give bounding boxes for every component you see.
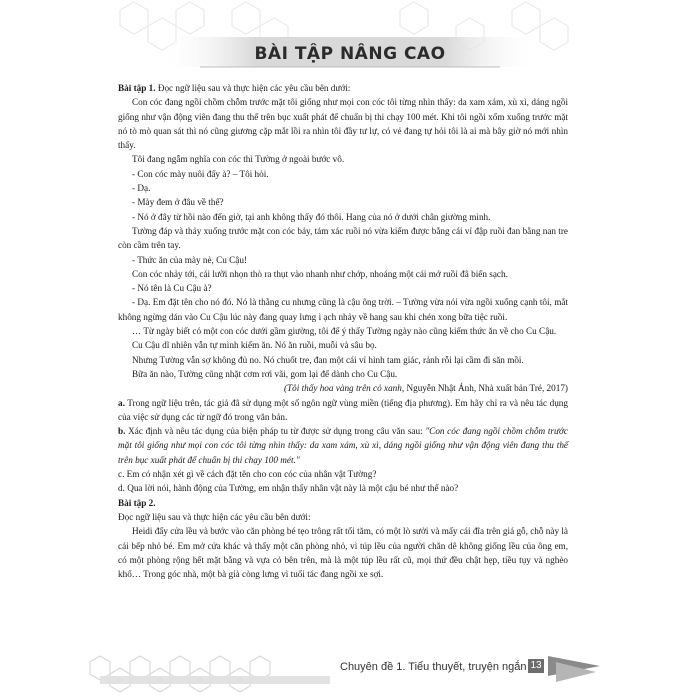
exercise-instruction: Đọc ngữ liệu sau và thực hiện các yêu cầu bên dưới: [155, 83, 351, 93]
exercise-label: Bài tập 1. [118, 83, 156, 93]
question-text: Trong ngữ liệu trên, tác giả đã sử dụng một số ngôn ngữ vùng miền (tiếng địa phương). Em hãy chỉ ra và nêu tác dụng của việc sử dụng các từ ngữ đó trong văn bản. [118, 397, 568, 422]
question-b [118, 424, 568, 467]
page-title: BÀI TẬP NÂNG CAO [254, 44, 446, 64]
dialogue-line: - Nó ở đây từ hồi nào đến giờ, tại anh không thấy đó thôi. Hang của nó ở dưới chân giường mình. [132, 211, 491, 222]
paragraph: Nhưng Tường vẫn sợ không đủ no. Nó chuốt tre, đan một cái vỉ hình tam giác, rảnh rỗi lại cầm đi săn mồi. [132, 354, 524, 365]
dialogue-line: - Con cóc mày nuôi đấy à? – Tôi hỏi. [132, 168, 269, 179]
question-a [118, 396, 568, 425]
paragraph: … Từ ngày biết có một con cóc dưới gầm giường, tôi để ý thấy Tường ngày nào cũng kiếm thức ăn về cho Cu Cậu. [132, 326, 557, 337]
exercise-2-heading: Bài tập 2. [118, 497, 156, 508]
source-details: , Nguyễn Nhật Ánh, Nhà xuất bản Trẻ, 2017) [401, 383, 568, 394]
dialogue-line: - Dạ. [132, 183, 151, 194]
dialogue-line: - Thức ăn của mày nè, Cu Cậu! [132, 254, 248, 265]
paragraph: Bữa ăn nào, Tường cũng nhặt cơm rơi vãi, gom lại để dành cho Cu Cậu. [132, 368, 398, 379]
source-citation [118, 381, 568, 395]
footer-decoration [0, 650, 700, 700]
page-number: 13 [528, 659, 544, 673]
paragraph: Con cóc nhảy tới, cái lưỡi nhọn thò ra thụt vào nhanh như chớp, nhoáng một cái mớ ruồi đã biến sạch. [132, 268, 508, 279]
paragraph: Tôi đang ngẫm nghĩa con cóc thì Tường ở ngoài bước vô. [132, 154, 345, 165]
question-text: Xác định và nêu tác dụng của biện pháp tu từ được sử dụng trong câu văn sau: [125, 426, 426, 437]
question-d: d. Qua lời nói, hành động của Tường, em nhận thấy nhân vật này là một cậu bé như thế nào? [118, 483, 459, 494]
source-title: (Tôi thấy hoa vàng trên cỏ xanh [283, 383, 402, 394]
question-label: a. [118, 397, 125, 408]
dialogue-line: - Dạ. Em đặt tên cho nó đó. Nó là thằng cu nhưng cũng là cậu ông trời. – Tường vừa nói vừa ngồi xuống cạnh tôi, mắt không ngừng dán vào Cu Cậu lúc này đang quay lưng ì ạch nhảy về hang sau khi chén xong bữa tiệc ruồi. [118, 297, 568, 322]
question-c: c. Em có nhận xét gì về cách đặt tên cho con cóc của nhân vật Tường? [118, 469, 377, 480]
dialogue-line: - Nó tên là Cu Cậu à? [132, 283, 212, 294]
paragraph: Heidi đẩy cửa lều và bước vào căn phòng bé tẹo trông rất tối tăm, có một lò sưởi và mấy cái đĩa trên giá gỗ, chỗ này là cái bếp nhỏ bé. Em mở cửa khác và thấy một căn phòng nhỏ, vì túp lều của người chăn dê không giống lều của ông em, có một phòng rộng hết mặt bằng và vựa cỏ bên trên, mà là một túp lều rất cũ, mọi thứ đều chật hẹp, tiều tụy và nghèo khổ… Trong góc nhà, một bà già còng lưng vì tuổi tác đang ngồi xe sợi. [118, 526, 568, 580]
paragraph: Tường đáp và thảy xuống trước mặt con cóc bảy, tám xác ruồi nó vừa kiếm được bằng cái vỉ đập ruồi đan bằng nan tre còn cầm trên tay. [118, 225, 568, 251]
dialogue-line: - Mày đem ở đâu về thế? [132, 197, 224, 208]
question-label: b. [118, 426, 126, 437]
document-body [118, 81, 568, 581]
quoted-sentence: "Con cóc đang ngồi chồm chỗm trước mặt tôi giống như mọi con cóc tôi từng nhìn thấy: da xam xám, xù xì, dáng ngồi giống như vận động viên đang thu thế trên bục xuất phát để chuẩn bị thi chạy 100 mét." [118, 426, 568, 465]
exercise-1-heading [118, 81, 568, 95]
chapter-title: Chuyên đề 1. Tiểu thuyết, truyện ngắn [340, 661, 527, 673]
exercise-instruction: Đọc ngữ liệu sau và thực hiện các yêu cầu bên dưới: [118, 511, 311, 522]
paragraph: Con cóc đang ngồi chồm chỗm trước mặt tôi giống như mọi con cóc tôi từng nhìn thấy: da xam xám, xù xì, dáng ngồi giống như vận động viên đang thu thế trên bục xuất phát để chuẩn bị thi chạy 100 mét. Khi tôi ngồi xổm xuống trước mặt nó tò mò quan sát thì nó cũng giương cặp mắt lồi ra nhìn tôi đầy tư lự, có vẻ đang tự hỏi tôi là ai mà bây giờ nó mới nhìn thấy. [118, 97, 568, 151]
paragraph: Cu Cậu dĩ nhiên vẫn tự mình kiếm ăn. Nó ăn ruồi, muỗi và sâu bọ. [132, 340, 377, 351]
